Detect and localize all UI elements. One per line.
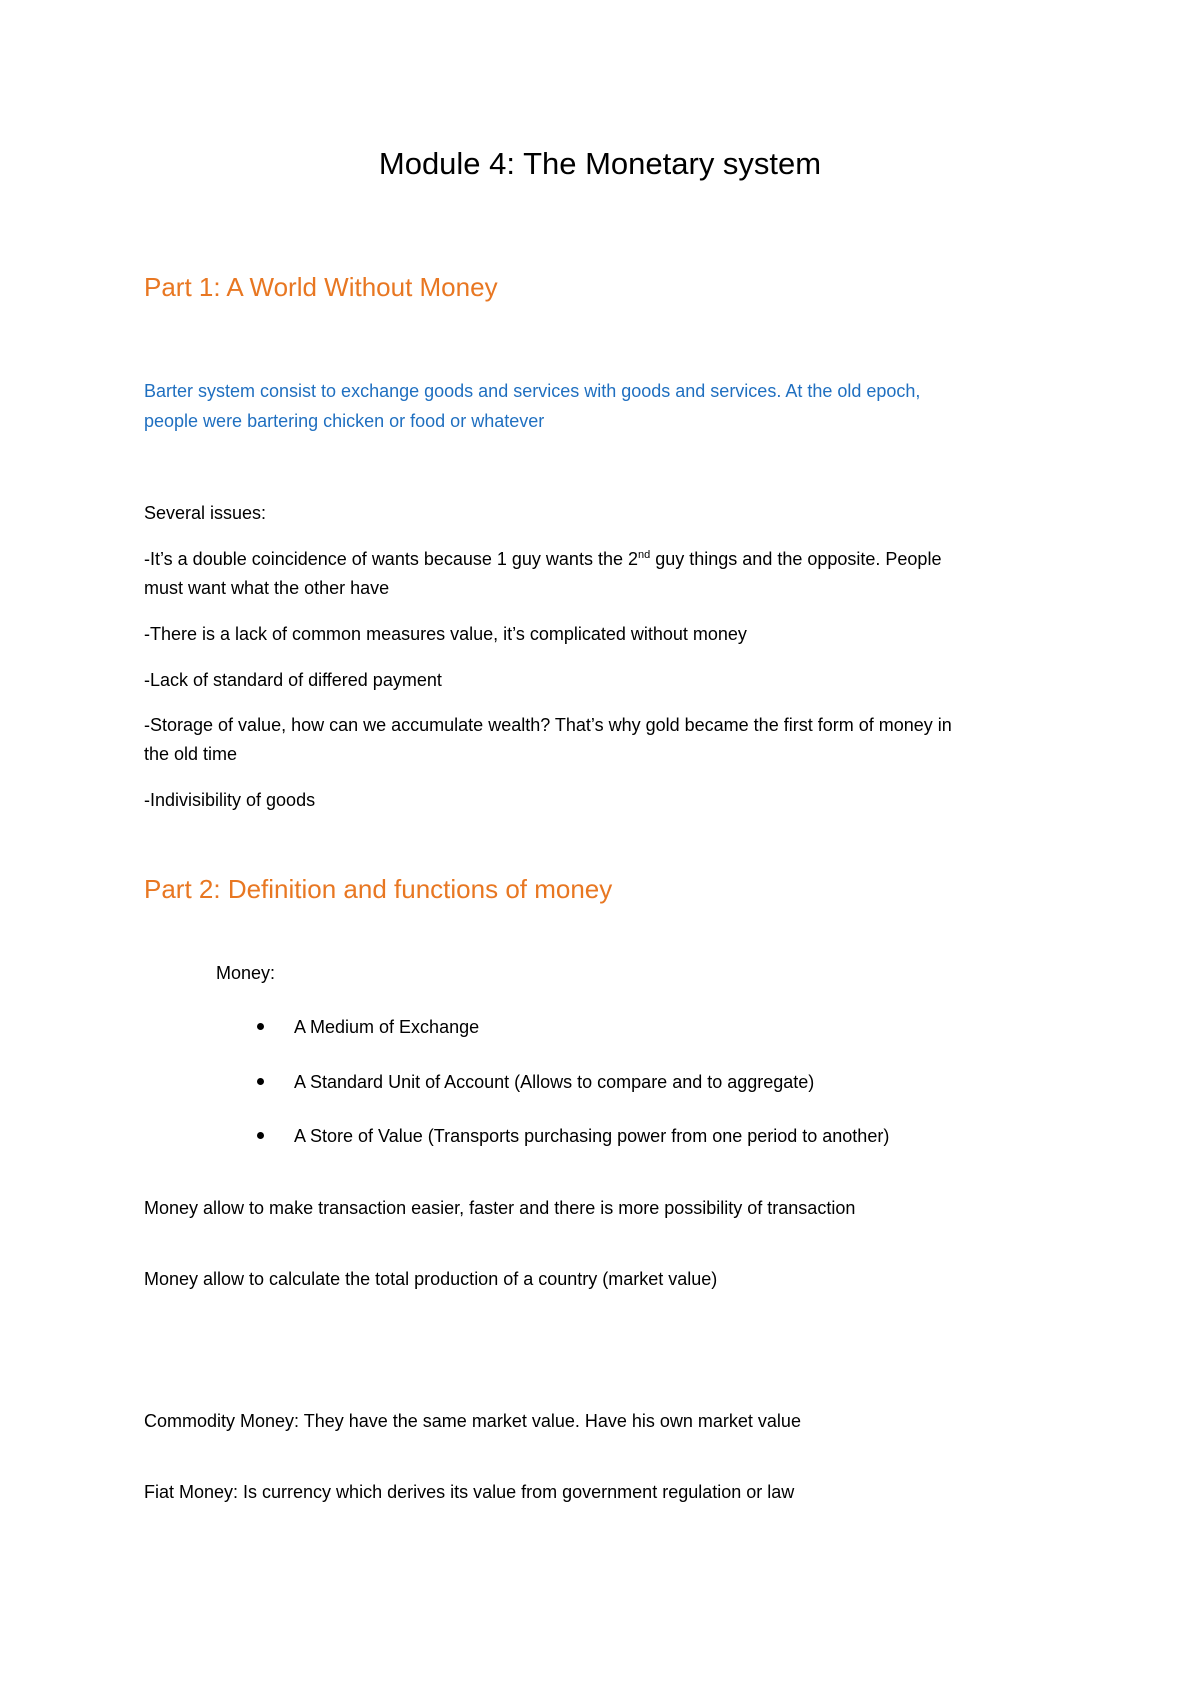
issues-label: Several issues: [144,503,267,523]
bullet-dot-1 [257,1023,264,1030]
bullet-item-1: A Medium of Exchange [294,1017,480,1037]
barter-line-1: Barter system consist to exchange goods and services with goods and services. At the old epoch, [144,381,921,401]
barter-line-2: people were bartering chicken or food or whatever [144,411,545,431]
issue-1-line-2: must want what the other have [144,578,390,598]
issue-4-line-2: the old time [144,744,238,764]
issue-1-superscript: nd [637,549,651,561]
money-paragraph-2: Money allow to calculate the total production of a country (market value) [144,1269,718,1289]
commodity-money-paragraph: Commodity Money: They have the same market value. Have his own market value [144,1411,801,1431]
issue-5: -Indivisibility of goods [144,790,316,810]
money-label: Money: [216,963,276,983]
issue-1-line-1 [144,544,1084,574]
bullet-dot-2 [257,1078,264,1085]
issue-1-text-a: -It’s a double coincidence of wants because 1 guy wants the 2 [144,549,638,569]
bullet-item-3: A Store of Value (Transports purchasing power from one period to another) [294,1126,890,1146]
money-paragraph-1: Money allow to make transaction easier, faster and there is more possibility of transaction [144,1198,856,1218]
part1-heading: Part 1: A World Without Money [144,272,498,302]
bullet-dot-3 [257,1132,264,1139]
issue-4-line-1: -Storage of value, how can we accumulate wealth? That’s why gold became the first form of money in [144,715,952,735]
part2-heading: Part 2: Definition and functions of money [144,874,613,904]
bullet-item-2: A Standard Unit of Account (Allows to compare and to aggregate) [294,1072,815,1092]
document-title: Module 4: The Monetary system [378,146,822,181]
issue-2: -There is a lack of common measures value, it’s complicated without money [144,624,747,644]
issue-3: -Lack of standard of differed payment [144,670,442,690]
fiat-money-paragraph: Fiat Money: Is currency which derives its value from government regulation or law [144,1482,795,1502]
issue-1-text-b: guy things and the opposite. People [650,549,942,569]
